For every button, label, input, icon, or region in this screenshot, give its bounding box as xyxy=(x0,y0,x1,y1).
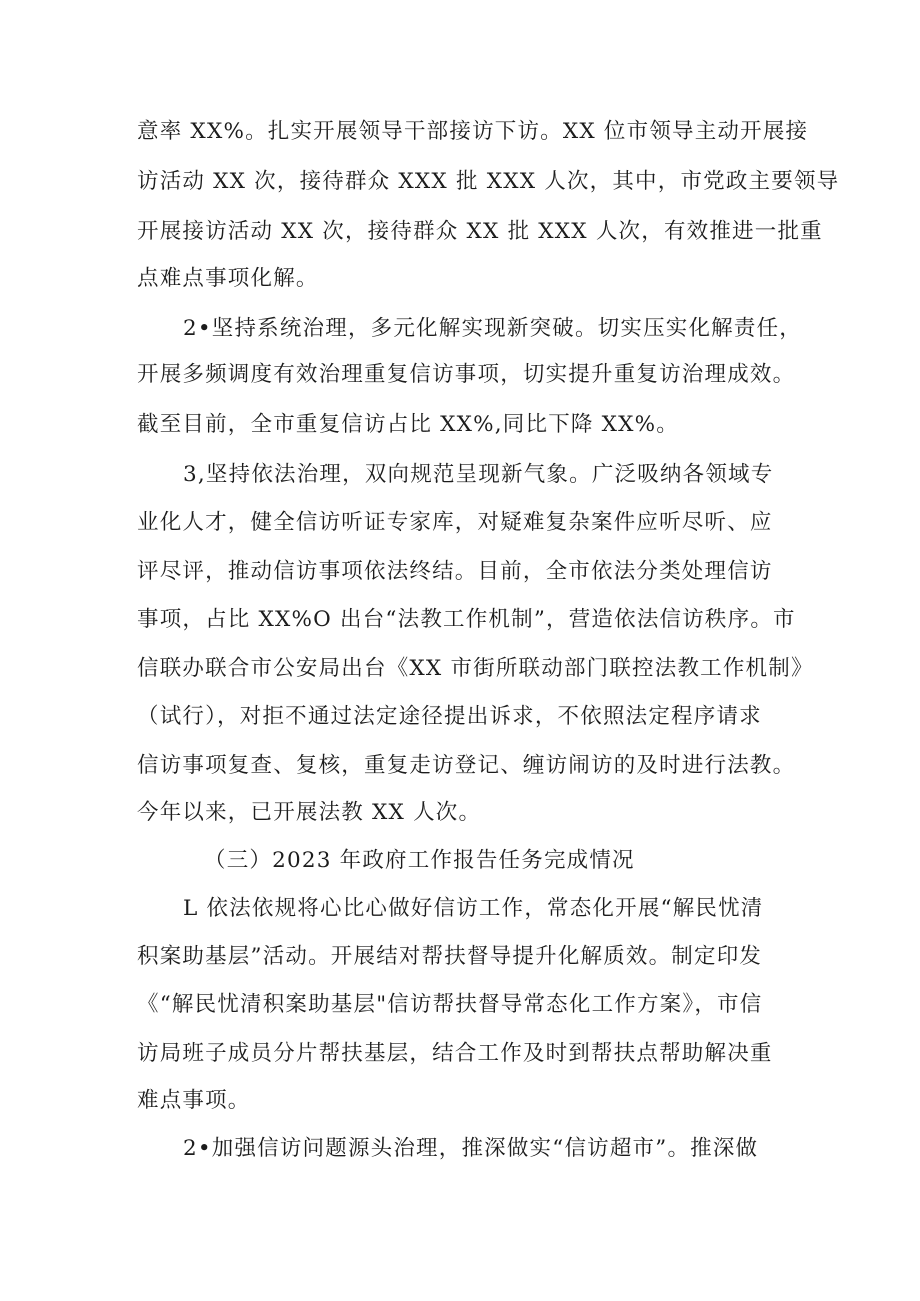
text-line: 访活动 XX 次，接待群众 XXX 批 XXX 人次，其中，市党政主要领导 xyxy=(137,169,840,194)
text-line: 评尽评，推动信访事项依法终结。目前，全市依法分类处理信访 xyxy=(137,559,773,584)
text-line: 《“解民忧清积案助基层"信访帮扶督导常态化工作方案》，市信 xyxy=(137,992,763,1017)
text-line: L 依法依规将心比心做好信访工作，常态化开展“解民忧清 xyxy=(183,896,764,921)
text-line: 访局班子成员分片帮扶基层，结合工作及时到帮扶点帮助解决重 xyxy=(137,1041,773,1066)
text-line: 意率 XX%。扎实开展领导干部接访下访。XX 位市领导主动开展接 xyxy=(137,119,809,144)
text-line: 2•加强信访问题源头治理，推深做实“信访超市”。推深做 xyxy=(183,1136,759,1161)
text-line: 2•坚持系统治理，多元化解实现新突破。切实压实化解责任， xyxy=(183,316,802,341)
text-line: 事项，占比 XX%O 出台“法教工作机制”，营造依法信访秩序。市 xyxy=(137,607,796,632)
text-line: 开展多频调度有效治理重复信访事项，切实提升重复访治理成效。 xyxy=(137,362,796,387)
text-line: 信访事项复查、复核，重复走访登记、缠访闹访的及时进行法教。 xyxy=(137,753,796,778)
text-line: 今年以来，已开展法教 XX 人次。 xyxy=(137,800,482,825)
text-line: 信联办联合市公安局出台《XX 市街所联动部门联控法教工作机制》 xyxy=(137,656,814,681)
text-line: 业化人才，健全信访听证专家库，对疑难复杂案件应听尽听、应 xyxy=(137,510,773,535)
text-line: 点难点事项化解。 xyxy=(137,266,319,291)
text-line: 截至目前，全市重复信访占比 XX%,同比下降 XX%。 xyxy=(137,412,679,437)
text-line: 积案助基层”活动。开展结对帮扶督导提升化解质效。制定印发 xyxy=(137,944,763,969)
section-heading: （三）2023 年政府工作报告任务完成情况 xyxy=(204,848,635,873)
text-line: 难点事项。 xyxy=(137,1088,251,1113)
text-line: 开展接访活动 XX 次，接待群众 XX 批 XXX 人次，有效推进一批重 xyxy=(137,219,823,244)
text-line: （试行），对拒不通过法定途径提出诉求，不依照法定程序请求 xyxy=(137,704,762,729)
text-line: 3,坚持依法治理，双向规范呈现新气象。广泛吸纳各领域专 xyxy=(183,462,774,487)
